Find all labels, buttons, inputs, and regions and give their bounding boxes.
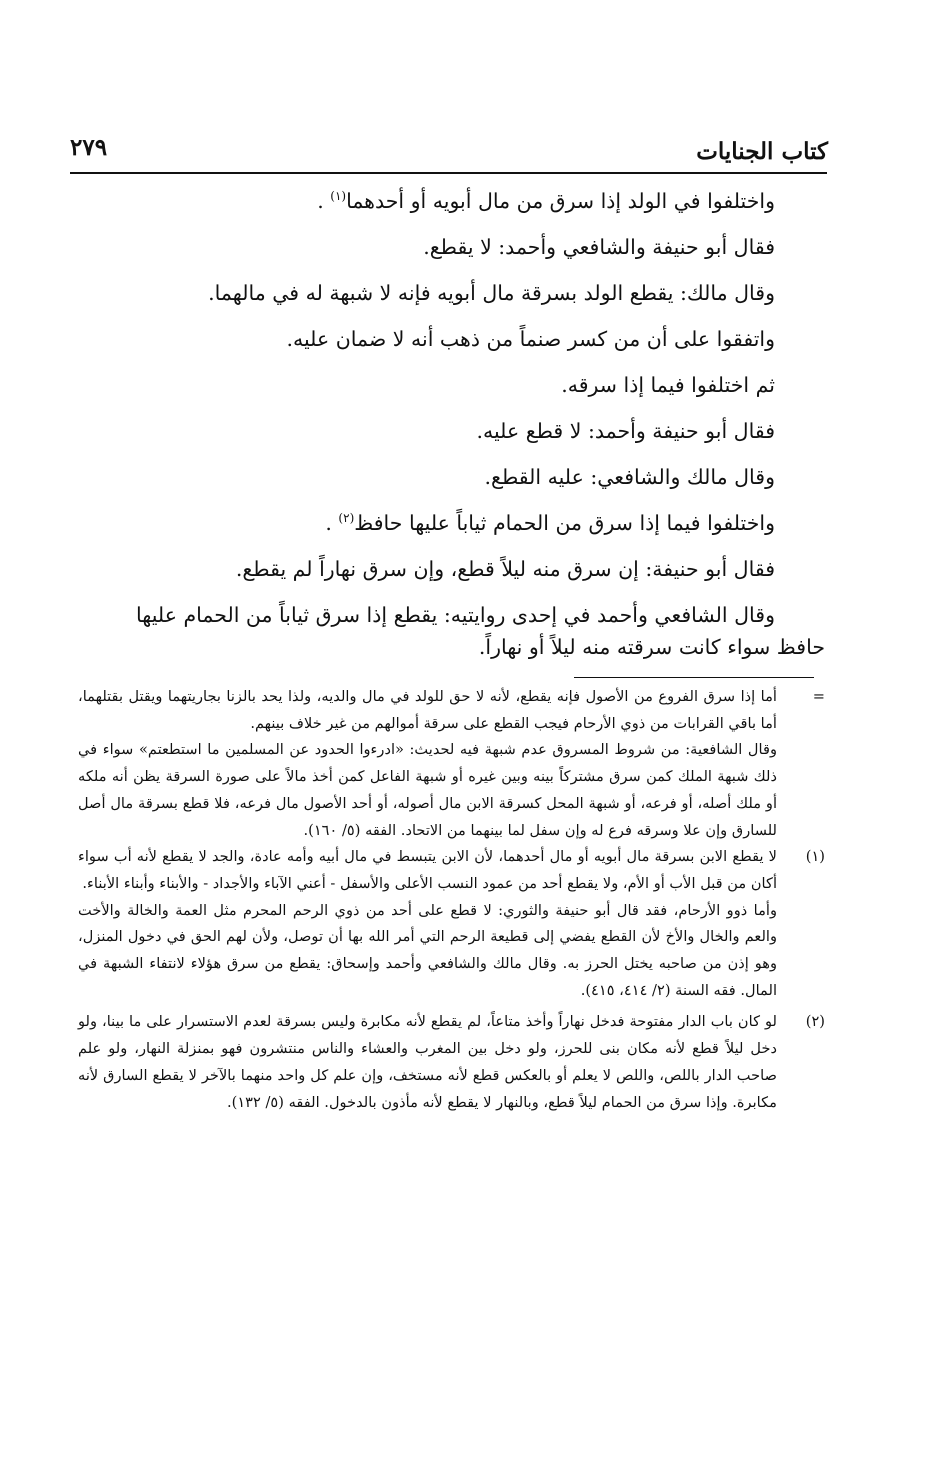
main-paragraph: فقال أبو حنيفة: إن سرق منه ليلاً قطع، وإن سرق نهاراً لم يقطع. bbox=[235, 557, 775, 581]
footnotes bbox=[78, 684, 825, 1116]
main-paragraph: فقال أبو حنيفة والشافعي وأحمد: لا يقطع. bbox=[423, 235, 775, 259]
main-text bbox=[70, 178, 775, 638]
footnote-paragraph: وقال الشافعية: من شروط المسروق عدم شبهة فيه لحديث: «ادرءوا الحدود عن المسلمين ما استطعتم» سواء في ذلك شبهة الملك كمن سرق مشتركاً بينه وبين غيره أو شبهة الفاعل كمن أخذ مالاً على صورة السرقة يظن أنه ملكه أو ملك أصله، أو فرعه، أو شبهة المحل كسرقة الابن مال أصوله، أو أحد الأصول مال فرعه، فلا قطع بسرقة مال أصل للسارق وإن علا وسرقه فرع له وإن سفل لما بينهما من الاتحاد. الفقه (٥/ ١٦٠). bbox=[78, 741, 777, 839]
footnote-paragraph: أما إذا سرق الفروع من الأصول فإنه يقطع، لأنه لا حق للولد في مال والديه، ولذا يحد بالزنا بجاريتهما ويقتل بقتلهما، أما باقي القرابات من ذوي الأرحام فيجب القطع على سرقة أموالهم من غير خلاف بينهم. bbox=[78, 688, 777, 732]
footnote-reference[interactable]: (٢) bbox=[338, 511, 355, 526]
footnote-paragraph: وأما ذوو الأرحام، فقد قال أبو حنيفة والثوري: لا قطع على أحد من ذوي الرحم المحرم مثل العمة والخالة والأخت والعم والخال والأخ لأن القطع يفضي إلى قطيعة الرحم التي أمر الله بها أن توصل، ولأن لهم الحق في دخول المنزل، وهو إذن من صاحبه يختل الحرز به. وقال مالك والشافعي وأحمد وإسحاق: يقطع من سرق هؤلاء لانتفاء الشبهة في المال. فقه السنة (٢/ ٤١٤، ٤١٥). bbox=[78, 901, 777, 999]
main-paragraph: وقال مالك والشافعي: عليه القطع. bbox=[484, 465, 775, 489]
main-paragraph: وقال مالك: يقطع الولد بسرقة مال أبويه فإنه لا شبهة له في مالهما. bbox=[208, 281, 775, 305]
footnote-divider bbox=[574, 677, 814, 678]
footnote bbox=[78, 1009, 825, 1116]
footnote-body bbox=[78, 684, 777, 844]
footnote-paragraph: لا يقطع الابن بسرقة مال أبويه أو مال أحدهما، لأن الابن يتبسط في مال أبيه وأمه عادة، والجد لا يقطع لأنه أب سواء أكان من قبل الأب أو الأم، ولا يقطع أحد من عمود النسب الأعلى والأسفل - أعني الآباء والأجداد - والأبناء وأبناء الأبناء. bbox=[78, 848, 777, 892]
main-paragraph-continuation: حافظ سواء كانت سرقته منه ليلاً أو نهاراً. bbox=[478, 635, 825, 659]
paragraph-text: واختلفوا فيما إذا سرق من الحمام ثياباً عليها حافظ bbox=[354, 511, 775, 535]
main-paragraph bbox=[70, 178, 775, 224]
footnote bbox=[78, 844, 825, 1004]
main-paragraph bbox=[70, 500, 775, 546]
footnote-reference[interactable]: (١) bbox=[330, 189, 347, 204]
paragraph-text: واختلفوا في الولد إذا سرق من مال أبويه أو أحدهما bbox=[346, 189, 775, 213]
footnote-marker: = bbox=[812, 688, 825, 705]
page-number: ٢٧٩ bbox=[70, 134, 108, 161]
footnote-marker: (١) bbox=[805, 848, 825, 866]
footnote-body bbox=[78, 1009, 777, 1116]
main-paragraph: واتفقوا على أن من كسر صنماً من ذهب أنه لا ضمان عليه. bbox=[286, 327, 775, 351]
chapter-title: كتاب الجنايات bbox=[696, 138, 828, 165]
footnote-marker: (٢) bbox=[805, 1013, 825, 1031]
paragraph-end: . bbox=[317, 189, 331, 213]
running-header bbox=[70, 130, 828, 174]
footnote-body bbox=[78, 844, 777, 1004]
main-paragraph: فقال أبو حنيفة وأحمد: لا قطع عليه. bbox=[476, 419, 775, 443]
paragraph-end: . bbox=[325, 511, 339, 535]
main-paragraph: وقال الشافعي وأحمد في إحدى روايتيه: يقطع إذا سرق ثياباً من الحمام عليها bbox=[136, 603, 775, 627]
footnote-paragraph: لو كان باب الدار مفتوحة فدخل نهاراً وأخذ متاعاً، لم يقطع لأنه مكابرة وليس بسرقة لعدم الاستسرار على ما بينا، ولو دخل ليلاً قطع لأنه مكان بنى للحرز، ولو دخل بين المغرب والعشاء والناس منتشرون فهو بمنزلة النهار، ولو علم صاحب الدار باللص، واللص لا يعلم أو بالعكس قطع لأنه مستخف، وإن علم كل واحد منهما بالآخر لا يقطع السارق لأنه مكابرة. وإذا سرق من الحمام ليلاً قطع، وبالنهار لا يقطع لأنه مأذون بالدخول. الفقه (٥/ ١٣٢). bbox=[78, 1013, 777, 1111]
main-paragraph: ثم اختلفوا فيما إذا سرقه. bbox=[561, 373, 775, 397]
footnote bbox=[78, 684, 825, 844]
header-divider bbox=[70, 172, 827, 174]
